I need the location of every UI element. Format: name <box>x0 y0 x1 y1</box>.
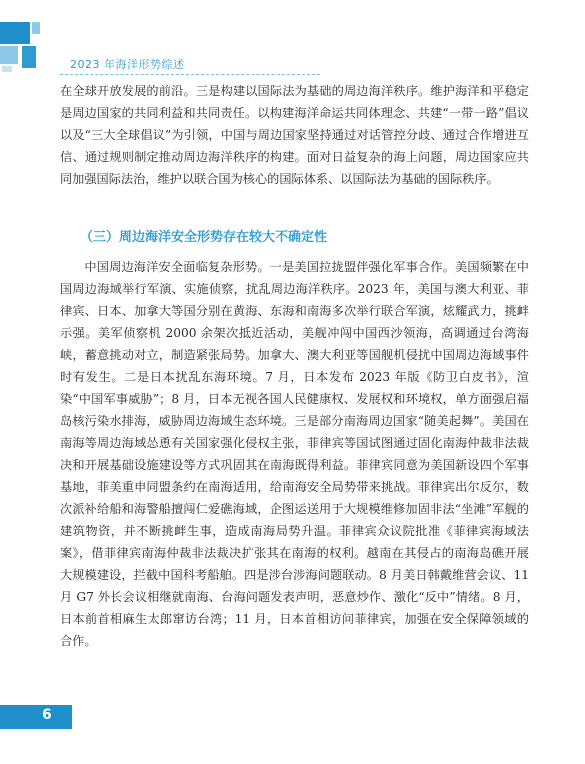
header-rule <box>60 74 320 75</box>
running-head: 2023 年海洋形势综述 <box>70 58 185 71</box>
paragraph-main: 中国周边海洋安全面临复杂形势。一是美国拉拢盟伴强化军事合作。美国频繁在中国周边海域举行军演、实施侦察，扰乱周边海洋秩序。2023 年，美国与澳大利亚、菲律宾、日本、加拿大等国分别在黄海、东海和南海多次举行联合军演，炫耀武力，挑衅示强。美军侦察机 2000 余架次抵近活动，美舰冲闯中国西沙领海，高调通过台湾海峡，蓄意挑动对立，制造紧张局势。加拿大、澳大利亚等国舰机侵扰中国周边海域事件时有发生。二是日本扰乱东海环境。7 月，日本发布 2023 年版《防卫白皮书》，渲染“中国军事威胁”；8 月，日本无视各国人民健康权、发展权和环境权，单方面强启福岛核污染水排海，威胁周边海域生态环境。三是部分南海周边国家“随美起舞”。美国在南海等周边海域怂恿有关国家强化侵权主张，菲律宾等国试图通过固化南海仲裁非法裁决和开展基础设施建设等方式巩固其在南海既得利益。菲律宾同意为美国新设四个军事基地，菲美重申同盟条约在南海适用，给南海安全局势带来挑战。菲律宾出尔反尔，数次派补给船和海警船擅闯仁爱礁海域，企图运送用于大规模维修加固非法“坐滩”军舰的建筑物资，并不断挑衅生事，造成南海局势升温。菲律宾众议院批准《菲律宾海域法案》，借菲律宾南海仲裁非法裁决扩张其在南海的权利。越南在其侵占的南海岛礁开展大规模建设，拦截中国科考船舶。四是涉台涉海问题联动。8 月美日韩戴维营会议、11 月 G7 外长会议相继就南海、台海问题发表声明，恶意炒作、激化“反中”情绪。8 月，日本前首相麻生太郎窜访台湾；11 月，日本首相访问菲律宾，加强在安全保障领域的合作。 <box>60 260 529 648</box>
section-heading: （三）周边海洋安全形势存在较大不确定性 <box>80 230 328 245</box>
body-text-main <box>60 256 529 652</box>
page-number: 6 <box>42 707 52 723</box>
header-decoration <box>0 0 40 72</box>
body-text-top <box>60 80 529 190</box>
paragraph-continuation: 在全球开放发展的前沿。三是构建以国际法为基础的周边海洋秩序。维护海洋和平稳定是周边国家的共同利益和共同责任。以构建海洋命运共同体理念、共建“一带一路”倡议以及“三大全球倡议”为引领，中国与周边国家坚持通过对话管控分歧、通过合作增进互信、通过规则制定推动周边海洋秩序的构建。面对日益复杂的海上问题，周边国家应共同加强国际法治，维护以联合国为核心的国际体系、以国际法为基础的国际秩序。 <box>60 84 529 186</box>
page-number-box <box>0 705 72 729</box>
